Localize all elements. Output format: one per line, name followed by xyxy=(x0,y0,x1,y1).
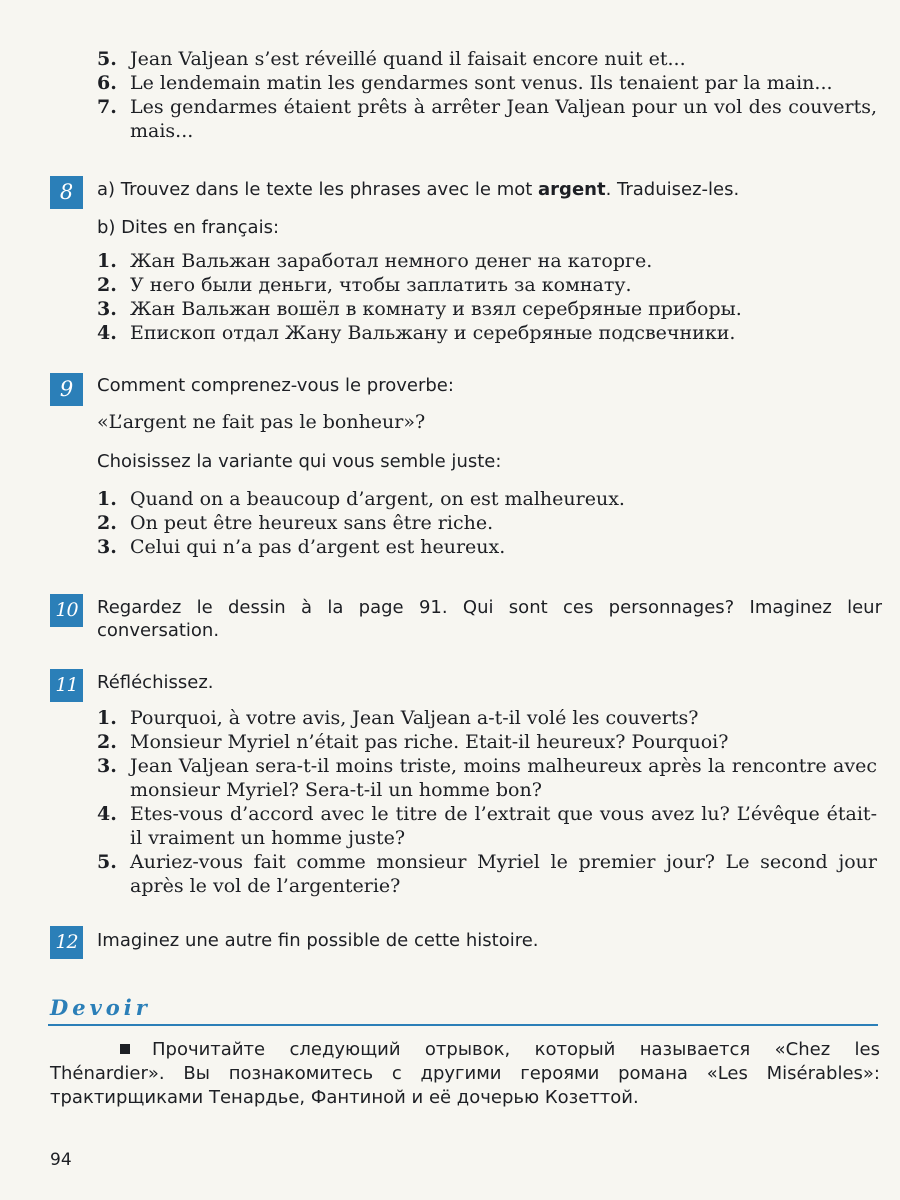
list-item: 1. Жан Вальжан заработал немного денег на каторге. xyxy=(97,250,653,272)
devoir-divider xyxy=(48,1024,878,1026)
list-item: 1. Quand on a beaucoup d’argent, on est malheureux. xyxy=(97,488,625,510)
list-item: 1. Pourquoi, à votre avis, Jean Valjean a-t-il volé les couverts? xyxy=(97,707,699,729)
list-item: 7. Les gendarmes étaient prêts à arrêter Jean Valjean pour un vol des couverts, mais... xyxy=(97,96,877,142)
exercise-9-prompt: Comment comprenez-vous le proverbe: xyxy=(97,375,454,396)
continuation-list xyxy=(97,47,877,143)
exercise-9-list xyxy=(97,487,877,559)
list-item: 2. Monsieur Myriel n’était pas riche. Etait-il heureux? Pourquoi? xyxy=(97,731,729,753)
exercise-12-text: Imaginez une autre fin possible de cette histoire. xyxy=(97,930,539,951)
list-item: 5. Auriez-vous fait comme monsieur Myriel le premier jour? Le second jour après le vol de l’argenterie? xyxy=(97,851,877,897)
exercise-9-choose: Choisissez la variante qui vous semble juste: xyxy=(97,451,502,472)
exercise-number-10: 10 xyxy=(50,594,83,627)
list-item: 6. Le lendemain matin les gendarmes sont venus. Ils tenaient par la main... xyxy=(97,72,833,94)
list-item: 5. Jean Valjean s’est réveillé quand il faisait encore nuit et... xyxy=(97,48,686,70)
exercise-8-part-b: b) Dites en français: xyxy=(97,217,280,238)
list-item: 2. У него были деньги, чтобы заплатить за комнату. xyxy=(97,274,632,296)
exercise-number-12: 12 xyxy=(50,926,83,959)
list-item: 3. Жан Вальжан вошёл в комнату и взял серебряные приборы. xyxy=(97,298,742,320)
list-item: 2. On peut être heureux sans être riche. xyxy=(97,512,494,534)
devoir-heading: Devoir xyxy=(50,995,151,1020)
exercise-number-9: 9 xyxy=(50,373,83,406)
list-item: 3. Jean Valjean sera-t-il moins triste, moins malheureux après la rencontre avec monsieur Myriel? Sera-t-il un homme bon? xyxy=(97,755,877,801)
exercise-number-11: 11 xyxy=(50,669,83,702)
page-number: 94 xyxy=(50,1150,72,1170)
exercise-number-8: 8 xyxy=(50,176,83,209)
bullet-square-icon xyxy=(120,1044,130,1054)
exercise-8-list xyxy=(97,249,877,345)
list-item: 4. Etes-vous d’accord avec le titre de l’extrait que vous avez lu? L’évêque était-il vraiment un homme juste? xyxy=(97,803,877,849)
list-item: 4. Епископ отдал Жану Вальжану и серебряные подсвечники. xyxy=(97,322,736,344)
proverb: «L’argent ne fait pas le bonheur»? xyxy=(97,411,426,433)
exercise-8-part-a: a) Trouvez dans le texte les phrases avec le mot argent. Traduisez-les. xyxy=(97,179,740,200)
exercise-11-list xyxy=(97,706,877,898)
devoir-text: Прочитайте следующий отрывок, который называется «Chez les Thénardier». Вы познакомитесь с другими героями романа «Les Misérables»: трактирщиками Тенардье, Фантиной и её дочерью Козеттой. xyxy=(50,1039,880,1108)
exercise-10-text: Regardez le dessin à la page 91. Qui sont ces personnages? Imaginez leur conversation. xyxy=(97,597,882,641)
list-item: 3. Celui qui n’a pas d’argent est heureux. xyxy=(97,536,506,558)
exercise-11-title: Réfléchissez. xyxy=(97,672,214,693)
